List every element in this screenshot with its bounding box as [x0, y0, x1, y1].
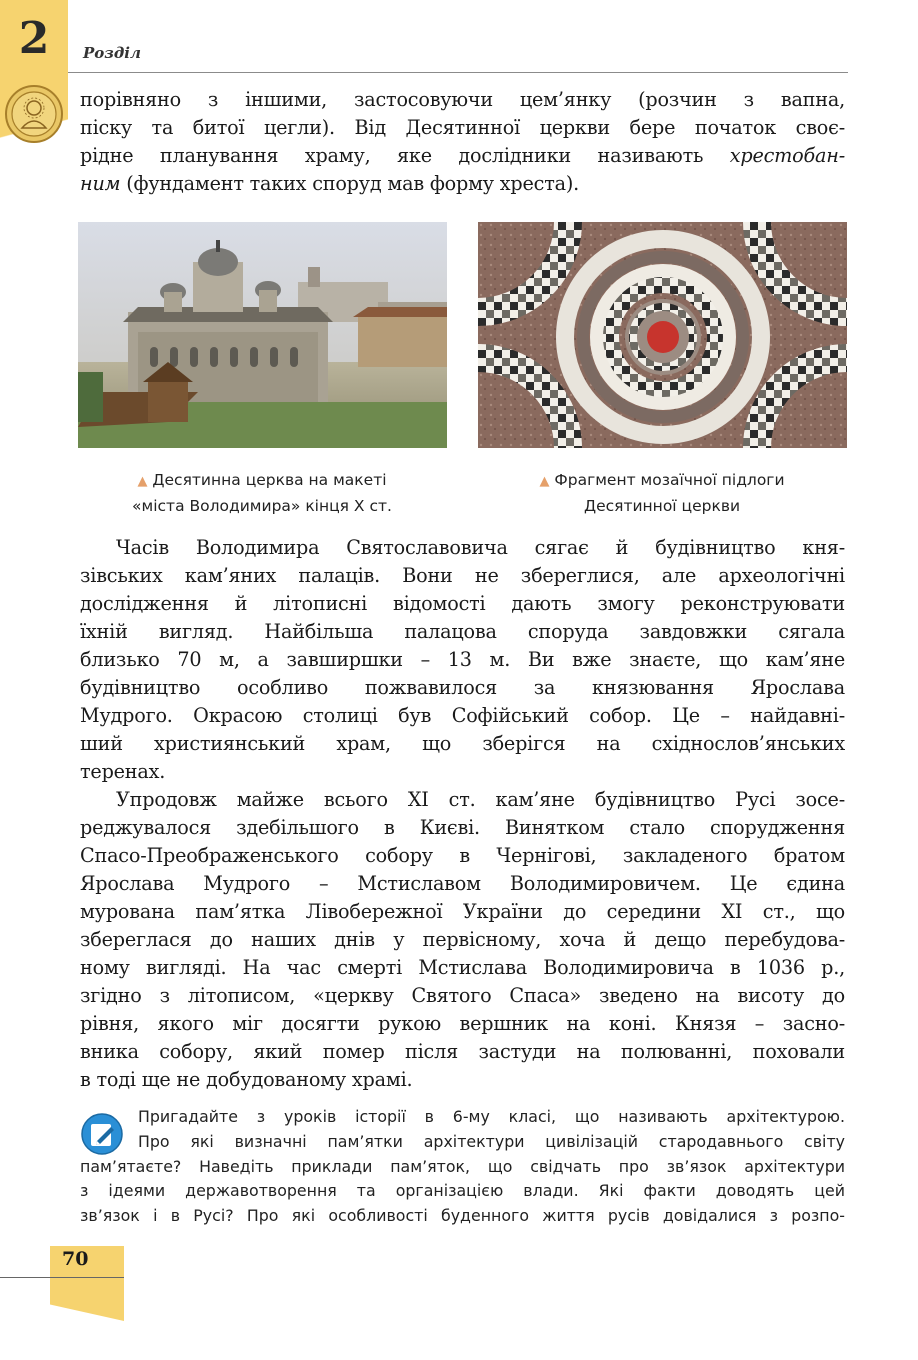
text-line: їхній вигляд. Найбільша палацова споруда завдовжки сягала [80, 620, 845, 643]
text-line: в тоді ще не добудованому храмі. [80, 1068, 413, 1091]
text-line: дослідження й літописні відомості дають змогу реконструювати [80, 592, 845, 615]
mosaic-floor-photo [478, 222, 847, 448]
text-line: згідно з літописом, «церкву Святого Спаса» зведено на висоту до [80, 984, 845, 1007]
caption-line: Фрагмент мозаїчної підлоги [554, 471, 785, 489]
text-line [80, 142, 845, 170]
text-line: Часів Володимира Святославовича сягає й будівництво кня- [116, 536, 845, 559]
footer-divider [0, 1277, 124, 1278]
italic-term: ним [80, 172, 121, 195]
text-line: мурована пам’ятка Лівобережної України до середини XI ст., що [80, 900, 845, 923]
text-line: вника собору, який помер після застуди на полюванні, поховали [80, 1040, 845, 1063]
text-line: з ідеями державотворення та організацією влади. Які факти доводять цей [80, 1181, 845, 1201]
text-fragment: рідне планування храму, яке дослідники називають [80, 144, 704, 167]
text-line: Упродовж майже всього XI ст. кам’яне будівництво Русі зосе- [116, 788, 845, 811]
text-line: близько 70 м, а завширшки – 13 м. Ви вже знаєте, що кам’яне [80, 648, 845, 671]
intro-paragraph [80, 86, 845, 198]
italic-term: хрестобан- [729, 144, 845, 167]
text-line: ному вигляді. На час смерті Мстислава Володимировича в 1036 р., [80, 956, 845, 979]
text-line: Спасо-Преображенського собору в Чернігові, закладеного братом [80, 844, 845, 867]
text-line: теренах. [80, 760, 166, 783]
caption-triangle-icon: ▲ [539, 474, 550, 489]
body-paragraph-1 [80, 534, 845, 786]
text-line: Мудрого. Окрасою столиці був Софійський собор. Це – найдавні- [80, 704, 845, 727]
caption-triangle-icon: ▲ [137, 474, 148, 489]
text-line: порівняно з іншими, застосовуючи цем’янку (розчин з вапна, [80, 88, 845, 111]
text-line: рівня, якого міг досягти рукою вершник на коні. Князя – засно- [80, 1012, 845, 1035]
figure-caption-mosaic [472, 468, 852, 518]
text-line: Ярослава Мудрого – Мстиславом Володимировичем. Це єдина [80, 872, 845, 895]
chapter-label: Розділ [83, 44, 141, 62]
text-line: будівництво особливо пожвавилося за князювання Ярослава [80, 676, 845, 699]
question-text [80, 1105, 845, 1229]
chapter-number: 2 [18, 13, 50, 64]
caption-line: Десятинної церкви [583, 497, 741, 515]
text-line: пам’ятаєте? Наведіть приклади пам’яток, що свідчать про зв’язок архітектури [80, 1156, 845, 1176]
church-model-photo [78, 222, 447, 448]
page-number: 70 [62, 1248, 89, 1270]
text-line: зівських кам’яних палаців. Вони не збереглися, але археологічні [80, 564, 845, 587]
text-line [80, 170, 845, 198]
text-line: Пригадайте з уроків історії в 6-му класі, що називають архітектурою. [138, 1107, 845, 1126]
text-line: Про які визначні пам’ятки архітектури цивілізацій стародавнього світу [138, 1131, 845, 1151]
text-line: реджувалося здебільшого в Києві. Винятком стало спорудження [80, 816, 845, 839]
figure-caption-church [72, 468, 452, 518]
header-divider [68, 72, 848, 73]
saint-medallion-icon [4, 84, 64, 144]
text-line: зв’язок і в Русі? Про які особливості буденного життя русів довідалися з розпо- [80, 1206, 845, 1226]
text-line: піску та битої цегли). Від Десятинної церкви бере початок своє- [80, 116, 845, 139]
body-paragraph-2 [80, 786, 845, 1094]
text-line: збереглася до наших днів у первісному, хоча й дещо перебудова- [80, 928, 845, 951]
text-line: ший християнський храм, що зберігся на східнослов’янських [80, 732, 845, 755]
text-fragment: (фундамент таких споруд мав форму хреста). [126, 172, 580, 195]
caption-line: «міста Володимира» кінця X ст. [132, 497, 392, 515]
caption-line: Десятинна церква на макеті [152, 471, 387, 489]
